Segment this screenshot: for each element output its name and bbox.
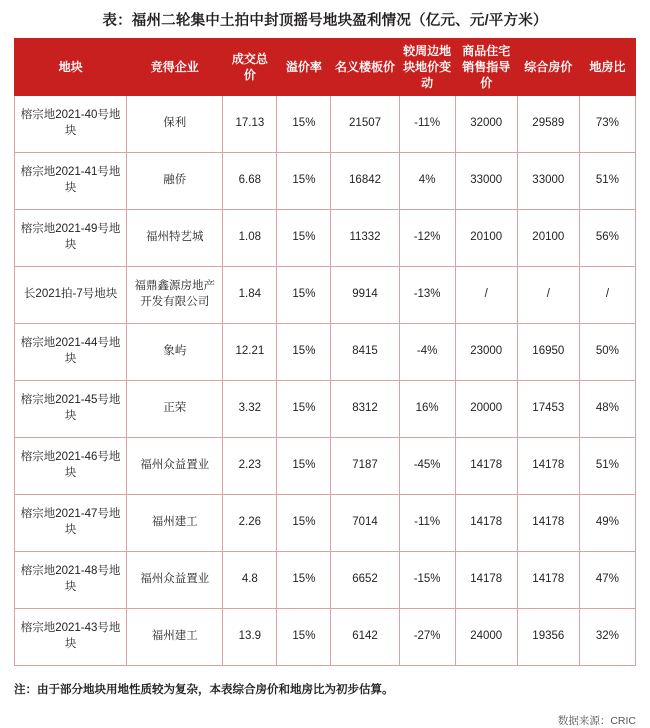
cell-guidance-price: 24000 [455,609,517,666]
cell-total-price: 13.9 [223,609,277,666]
cell-price-change: -11% [399,96,455,153]
column-header-parcel: 地块 [15,39,127,96]
cell-premium-rate: 15% [277,210,331,267]
cell-nominal-floor-price: 11332 [331,210,399,267]
cell-winning-company: 福州众益置业 [127,552,223,609]
cell-land-to-house-ratio: 48% [579,381,635,438]
cell-price-change: -15% [399,552,455,609]
table-row [15,153,636,210]
cell-price-change: 4% [399,153,455,210]
page-title: 表：福州二轮集中土拍中封顶摇号地块盈利情况（亿元、元/平方米） [102,13,548,29]
cell-premium-rate: 15% [277,438,331,495]
cell-total-price: 12.21 [223,324,277,381]
table-row [15,210,636,267]
cell-composite-price: 33000 [517,153,579,210]
table-row [15,381,636,438]
cell-composite-price: 14178 [517,495,579,552]
cell-premium-rate: 15% [277,552,331,609]
cell-land-to-house-ratio: 51% [579,438,635,495]
cell-guidance-price: 14178 [455,552,517,609]
table-row [15,324,636,381]
cell-premium-rate: 15% [277,495,331,552]
cell-composite-price: 14178 [517,438,579,495]
cell-price-change: 16% [399,381,455,438]
cell-parcel: 榕宗地2021-43号地块 [15,609,127,666]
cell-guidance-price: 33000 [455,153,517,210]
cell-total-price: 1.84 [223,267,277,324]
cell-composite-price: 17453 [517,381,579,438]
cell-composite-price: 20100 [517,210,579,267]
cell-total-price: 17.13 [223,96,277,153]
cell-guidance-price: / [455,267,517,324]
cell-total-price: 1.08 [223,210,277,267]
cell-land-to-house-ratio: 49% [579,495,635,552]
table-row [15,438,636,495]
cell-guidance-price: 14178 [455,495,517,552]
land-parcel-table [14,38,636,666]
cell-land-to-house-ratio: 56% [579,210,635,267]
column-header-winning-company: 竞得企业 [127,39,223,96]
data-source: 数据来源：CRIC [557,715,636,728]
cell-nominal-floor-price: 8312 [331,381,399,438]
cell-parcel: 榕宗地2021-48号地块 [15,552,127,609]
cell-price-change: -11% [399,495,455,552]
cell-nominal-floor-price: 21507 [331,96,399,153]
cell-parcel: 榕宗地2021-47号地块 [15,495,127,552]
cell-price-change: -45% [399,438,455,495]
cell-winning-company: 福州特艺城 [127,210,223,267]
table-header-row [15,39,636,96]
cell-composite-price: / [517,267,579,324]
column-header-price-change: 较周边地块地价变动 [399,39,455,96]
table-header [15,39,636,96]
table-row [15,552,636,609]
column-header-land-to-house-ratio: 地房比 [579,39,635,96]
cell-guidance-price: 20000 [455,381,517,438]
cell-premium-rate: 15% [277,267,331,324]
cell-winning-company: 福州建工 [127,609,223,666]
cell-price-change: -13% [399,267,455,324]
table-row [15,609,636,666]
cell-total-price: 2.26 [223,495,277,552]
cell-nominal-floor-price: 6652 [331,552,399,609]
cell-winning-company: 象屿 [127,324,223,381]
cell-winning-company: 福鼎鑫源房地产开发有限公司 [127,267,223,324]
cell-parcel: 榕宗地2021-49号地块 [15,210,127,267]
cell-total-price: 2.23 [223,438,277,495]
cell-parcel: 榕宗地2021-40号地块 [15,96,127,153]
cell-total-price: 6.68 [223,153,277,210]
cell-premium-rate: 15% [277,609,331,666]
cell-guidance-price: 32000 [455,96,517,153]
cell-winning-company: 福州建工 [127,495,223,552]
table-body [15,96,636,666]
table-note: 注：由于部分地块用地性质较为复杂，本表综合房价和地房比为初步估算。 [14,684,394,696]
cell-composite-price: 16950 [517,324,579,381]
cell-composite-price: 29589 [517,96,579,153]
cell-winning-company: 福州众益置业 [127,438,223,495]
cell-land-to-house-ratio: 50% [579,324,635,381]
cell-price-change: -12% [399,210,455,267]
cell-guidance-price: 20100 [455,210,517,267]
cell-composite-price: 14178 [517,552,579,609]
cell-total-price: 3.32 [223,381,277,438]
column-header-nominal-floor-price: 名义楼板价 [331,39,399,96]
cell-land-to-house-ratio: / [579,267,635,324]
cell-nominal-floor-price: 9914 [331,267,399,324]
column-header-composite-price: 综合房价 [517,39,579,96]
cell-premium-rate: 15% [277,96,331,153]
cell-winning-company: 保利 [127,96,223,153]
cell-parcel: 榕宗地2021-46号地块 [15,438,127,495]
column-header-premium-rate: 溢价率 [277,39,331,96]
cell-guidance-price: 14178 [455,438,517,495]
cell-composite-price: 19356 [517,609,579,666]
cell-land-to-house-ratio: 73% [579,96,635,153]
cell-winning-company: 融侨 [127,153,223,210]
cell-winning-company: 正荣 [127,381,223,438]
cell-parcel: 榕宗地2021-44号地块 [15,324,127,381]
cell-total-price: 4.8 [223,552,277,609]
cell-land-to-house-ratio: 51% [579,153,635,210]
cell-nominal-floor-price: 8415 [331,324,399,381]
table-row [15,96,636,153]
cell-land-to-house-ratio: 47% [579,552,635,609]
cell-nominal-floor-price: 6142 [331,609,399,666]
column-header-total-price: 成交总价 [223,39,277,96]
cell-premium-rate: 15% [277,381,331,438]
cell-price-change: -27% [399,609,455,666]
cell-price-change: -4% [399,324,455,381]
cell-nominal-floor-price: 7187 [331,438,399,495]
cell-nominal-floor-price: 16842 [331,153,399,210]
table-row [15,495,636,552]
cell-nominal-floor-price: 7014 [331,495,399,552]
cell-parcel: 榕宗地2021-41号地块 [15,153,127,210]
table-row [15,267,636,324]
column-header-guidance-price: 商品住宅销售指导价 [455,39,517,96]
cell-parcel: 榕宗地2021-45号地块 [15,381,127,438]
cell-premium-rate: 15% [277,324,331,381]
cell-premium-rate: 15% [277,153,331,210]
cell-guidance-price: 23000 [455,324,517,381]
cell-land-to-house-ratio: 32% [579,609,635,666]
cell-parcel: 长2021拍-7号地块 [15,267,127,324]
